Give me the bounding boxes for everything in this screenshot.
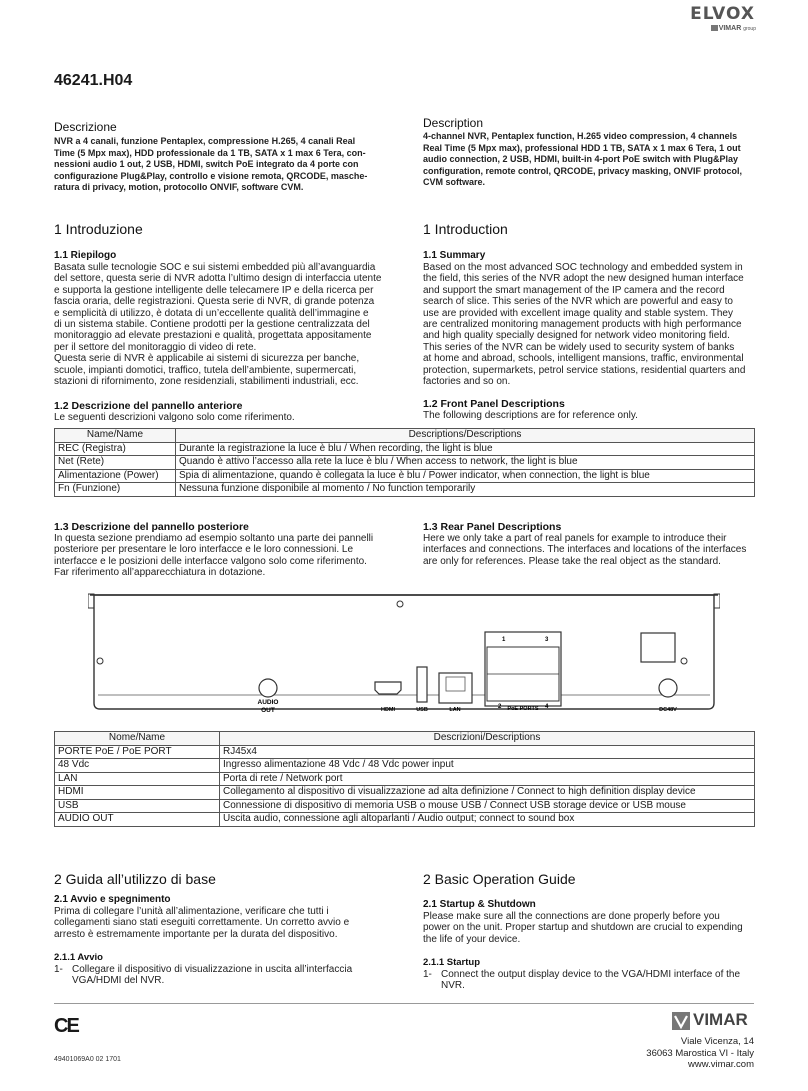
table-row [55,483,755,497]
dc48v-jack-icon [659,679,677,697]
front-panel-table [54,428,755,497]
chassis-flange-right [714,594,720,608]
elvox-logo: ELVOX [690,4,755,24]
usb-label: USB [416,707,428,713]
description-en-text: 4-channel NVR, Pentaplex function, H.265 video compression, 4 channels Real Time (5 Mpx max), professional HDD 1 TB, SATA x 1 max 6 Tera, 1 out audio connection, 2 USB, HDMI, built-in 4-port PoE switch with Plug&Play configuration, remote control, QRCODE, privacy masking, ONVIF protocol, CVM software. [423,131,743,187]
intro-it-text: Basata sulle tecnologie SOC e sui sistemi embedded più all’avanguardia del settore, questa serie di NVR adotta l’ultimo design di interfaccia utente e supporta la gestione intelligente delle telecamere IP e della ricerca per fascia oraria, delle registrazioni. Questa serie di NVR, di grande potenza e semplicità di utilizzo, è dotata di un’eccellente qualità dell’immagine e di un sistema stabile. Contiene prodotti per la gestione centralizzata del monitoraggio ad elevate prestazioni e qualità, progettata appositamente per il settore del monitoraggio di video di rete. Questa serie di NVR è applicabile ai sistemi di sicurezza per banche, scuole, impianti domotici, traffico, tutela dell’ambiente, supermercati, stazioni di rifornimento, zone residenziali, stabilimenti industriali, ecc. [54,262,382,388]
lan-label: LAN [449,707,461,713]
guide-en-text: Please make sure all the connections are done properly before you power on the unit. Proper startup and shutdown are crucial to expending the life of your device. [423,911,743,945]
audio-out-label-2: OUT [261,707,275,714]
guide-it-subtitle: 2.1 Avvio e spegnimento [54,894,171,905]
table-row [55,469,755,483]
table-cell: 48 Vdc [55,759,220,773]
intro-en-text: Based on the most advanced SOC technology and embedded system in the field, this series of the NVR adopt the new designed human interface and support the smart management of the IP camera and the record search of slice. This series of the NVR which are powerful and easy to use are provided with excellent image quality and stable system. They are centralized monitoring management products with high performance and high quality specially designed for network video monitoring field. This series of the NVR can be widely used to security system of banks at home and abroad, schools, intelligent mansions, traffic, environmental protection, supermarkets, petrol service stations, residential quarters and factories and so on. [423,262,746,388]
table-header-cell: Name/Name [55,429,176,443]
guide-it-subtitle-2: 2.1.1 Avvio [54,952,103,963]
intro-en-subtitle: 1.1 Summary [423,250,486,261]
hdmi-label: HDMI [380,707,396,713]
rear-panel-en-title: 1.3 Rear Panel Descriptions [423,521,562,533]
table-cell: PORTE PoE / PoE PORT [55,745,220,759]
footer-divider [54,1003,754,1004]
table-cell: Uscita audio, connessione agli altoparlanti / Audio output; connect to sound box [220,813,755,827]
table-header-row [55,732,755,746]
poe-ports-label: PoE PORTS [507,706,539,712]
poe-port-1-label: 1 [502,637,506,643]
description-en-title: Description [423,116,484,130]
guide-en-title: 2 Basic Operation Guide [423,871,576,887]
table-row [55,799,755,813]
intro-en-title: 1 Introduction [423,221,508,237]
poe-ports-block [485,632,561,706]
front-panel-it-text: Le seguenti descrizioni valgono solo come riferimento. [54,412,295,423]
table-cell: REC (Registra) [55,442,176,456]
vimar-group-logo: VIMAR group [711,25,756,32]
table-cell: RJ45x4 [220,745,755,759]
table-cell: Nessuna funzione disponibile al momento / No function temporarily [176,483,755,497]
intro-it-subtitle: 1.1 Riepilogo [54,250,117,261]
vimar-wordmark: VIMAR [693,1010,748,1029]
table-row [55,745,755,759]
table-row [55,772,755,786]
guide-en-subtitle-2: 2.1.1 Startup [423,957,481,968]
table-cell: AUDIO OUT [55,813,220,827]
table-header-row [55,429,755,443]
chassis-outline [94,595,714,709]
vent-panel-icon [641,633,675,662]
table-cell: HDMI [55,786,220,800]
table-cell: Spia di alimentazione, quando è collegata la luce è blu / Power indicator, when connection, the light is blue [176,469,755,483]
ce-mark-icon: CE [54,1015,78,1037]
poe-port-2-label: 2 [498,704,502,710]
table-cell: Durante la registrazione la luce è blu / When recording, the light is blue [176,442,755,456]
table-header-cell: Nome/Name [55,732,220,746]
table-cell: Porta di rete / Network port [220,772,755,786]
table-cell: LAN [55,772,220,786]
rear-panel-it-title: 1.3 Descrizione del pannello posteriore [54,521,249,533]
table-row [55,759,755,773]
table-cell: Ingresso alimentazione 48 Vdc / 48 Vdc power input [220,759,755,773]
table-cell: Quando è attivo l’accesso alla rete la luce è blu / When access to network, the light is blue [176,456,755,470]
table-header-cell: Descrizioni/Descriptions [220,732,755,746]
description-it-text: NVR a 4 canali, funzione Pentaplex, compressione H.265, 4 canali Real Time (5 Mpx max), HDD professionale da 1 TB, SATA x 1 max 6 Tera, con- nessioni audio 1 out, 2 USB, HDMI, switch PoE integrato da 4 porte con configurazione Plug&Play, controllo e visione remota, QRCODE, masche- ratura di privacy, motion, protocollo ONVIF, software CVM. [54,136,368,192]
table-cell: Net (Rete) [55,456,176,470]
intro-it-title: 1 Introduzione [54,221,143,237]
company-address: Viale Vicenza, 14 36063 Marostica VI - Italy www.vimar.com [646,1036,754,1070]
front-panel-it-title: 1.2 Descrizione del pannello anteriore [54,400,243,412]
document-code: 49401069A0 02 1701 [54,1056,121,1063]
description-it-title: Descrizione [54,120,117,134]
model-number: 46241.H04 [54,72,133,89]
table-cell: Collegamento al dispositivo di visualizzazione ad alta definizione / Connect to high definition display device [220,786,755,800]
audio-out-jack-icon [259,679,277,697]
dc48v-label: DC48V [659,707,677,713]
chassis-flange-left [88,594,94,608]
front-panel-en-text: The following descriptions are for reference only. [423,410,638,421]
usb-port-icon [417,667,427,702]
guide-en-subtitle: 2.1 Startup & Shutdown [423,899,536,910]
table-cell: Alimentazione (Power) [55,469,176,483]
poe-port-3-label: 3 [545,637,549,643]
vimar-group-mark-icon [711,25,718,31]
poe-port-4-label: 4 [545,704,549,710]
table-header-cell: Descriptions/Descriptions [176,429,755,443]
guide-it-title: 2 Guida all’utilizzo di base [54,871,216,887]
table-row [55,813,755,827]
table-cell: USB [55,799,220,813]
table-cell: Fn (Funzione) [55,483,176,497]
rear-panel-diagram [88,591,720,719]
vimar-logo [672,1011,754,1036]
guide-it-text: Prima di collegare l’unità all’alimentazione, verificare che tutti i collegamenti siano stati eseguiti correttamente. Un corretto avvio e arresto è estremamente importante per la durata del dispositivo. [54,906,350,940]
rear-panel-en-text: Here we only take a part of real panels for example to introduce their interfaces and connections. The interfaces and locations of the interfaces are only for references. Please take the real object as the standard. [423,533,747,567]
audio-out-label: AUDIO [257,699,279,706]
lan-port-icon [439,673,472,703]
table-row [55,456,755,470]
table-row [55,786,755,800]
rear-panel-it-text: In questa sezione prendiamo ad esempio soltanto una parte dei pannelli posteriore per presentare le loro interfacce e le loro connessioni. Le interfacce e le posizioni delle interfacce valgono solo come riferimento. Far riferimento all’apparecchiatura in dotazione. [54,533,374,579]
rear-panel-table [54,731,755,827]
hdmi-port-icon [375,682,401,694]
table-row [55,442,755,456]
table-cell: Connessione di dispositivo di memoria USB o mouse USB / Connect USB storage device or USB mouse [220,799,755,813]
front-panel-en-title: 1.2 Front Panel Descriptions [423,398,565,410]
